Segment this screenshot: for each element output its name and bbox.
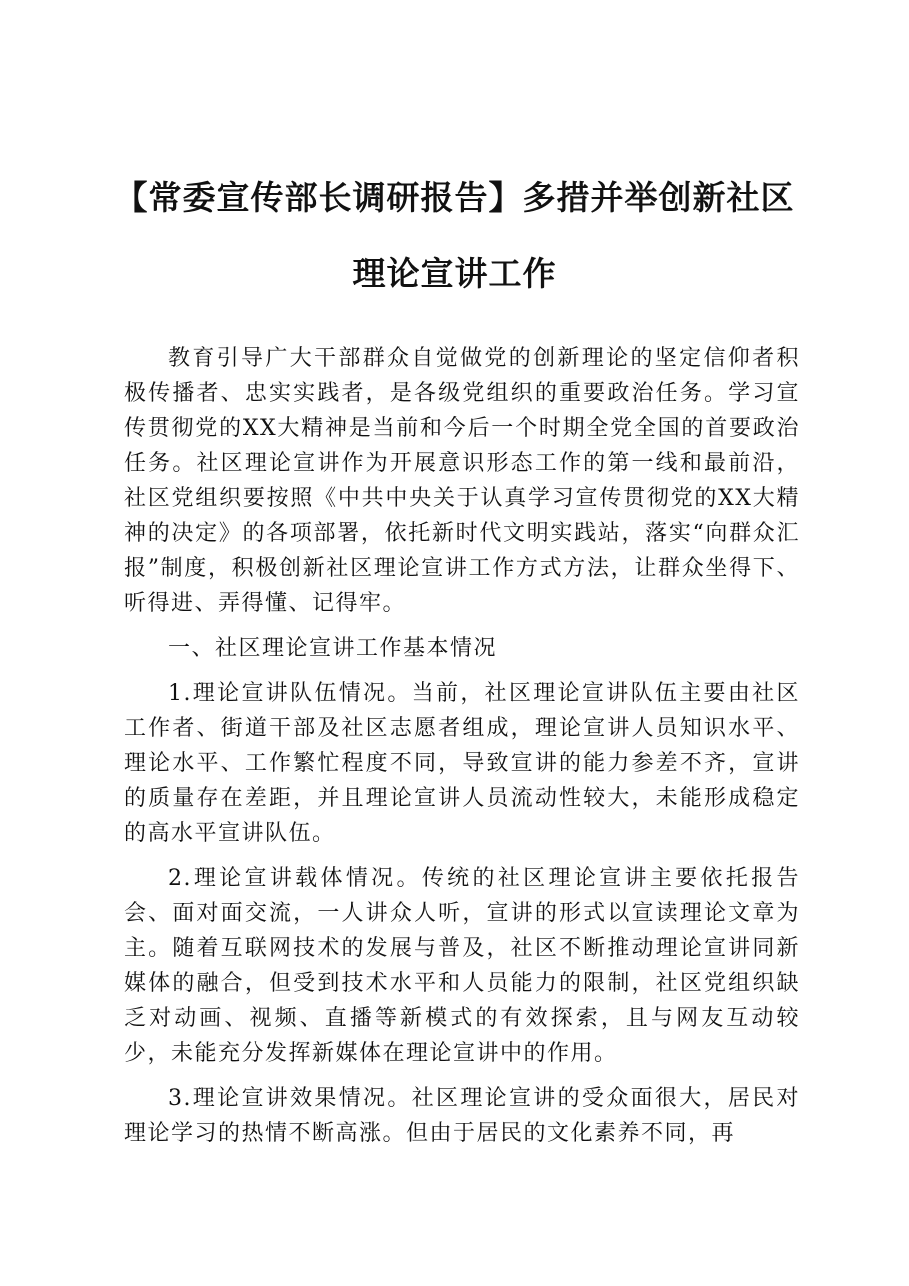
paragraph-item-3: 3.理论宣讲效果情况。社区理论宣讲的受众面很大，居民对理论学习的热情不断高涨。但由于居民的文化素养不同，再 [124,1086,800,1146]
document-title [100,160,809,312]
section-heading-1: 一、社区理论宣讲工作基本情况 [168,636,498,661]
paragraph-item-1: 1.理论宣讲队伍情况。当前，社区理论宣讲队伍主要由社区工作者、街道干部及社区志愿者组成，理论宣讲人员知识水平、理论水平、工作繁忙程度不同，导致宣讲的能力参差不齐，宣讲的质量存在差距，并且理论宣讲人员流动性较大，未能形成稳定的高水平宣讲队伍。 [124,681,800,846]
title-line-2: 理论宣讲工作 [352,254,557,293]
intro-paragraph: 教育引导广大干部群众自觉做党的创新理论的坚定信仰者积极传播者、忠实实践者，是各级党组织的重要政治任务。学习宣传贯彻党的XX大精神是当前和今后一个时期全党全国的首要政治任务。社区理论宣讲作为开展意识形态工作的第一线和最前沿，社区党组织要按照《中共中央关于认真学习宣传贯彻党的XX大精神的决定》的各项部署，依托新时代文明实践站，落实“向群众汇报”制度，积极创新社区理论宣讲工作方式方法，让群众坐得下、听得进、弄得懂、记得牢。 [124,346,800,616]
paragraph-item-2: 2.理论宣讲载体情况。传统的社区理论宣讲主要依托报告会、面对面交流，一人讲众人听，宣讲的形式以宣读理论文章为主。随着互联网技术的发展与普及，社区不断推动理论宣讲同新媒体的融合，但受到技术水平和人员能力的限制，社区党组织缺乏对动画、视频、直播等新模式的有效探索，且与网友互动较少，未能充分发挥新媒体在理论宣讲中的作用。 [124,866,800,1066]
title-line-1: 【常委宣传部长调研报告】多措并举创新社区 [114,178,795,217]
document-body [124,341,800,1151]
